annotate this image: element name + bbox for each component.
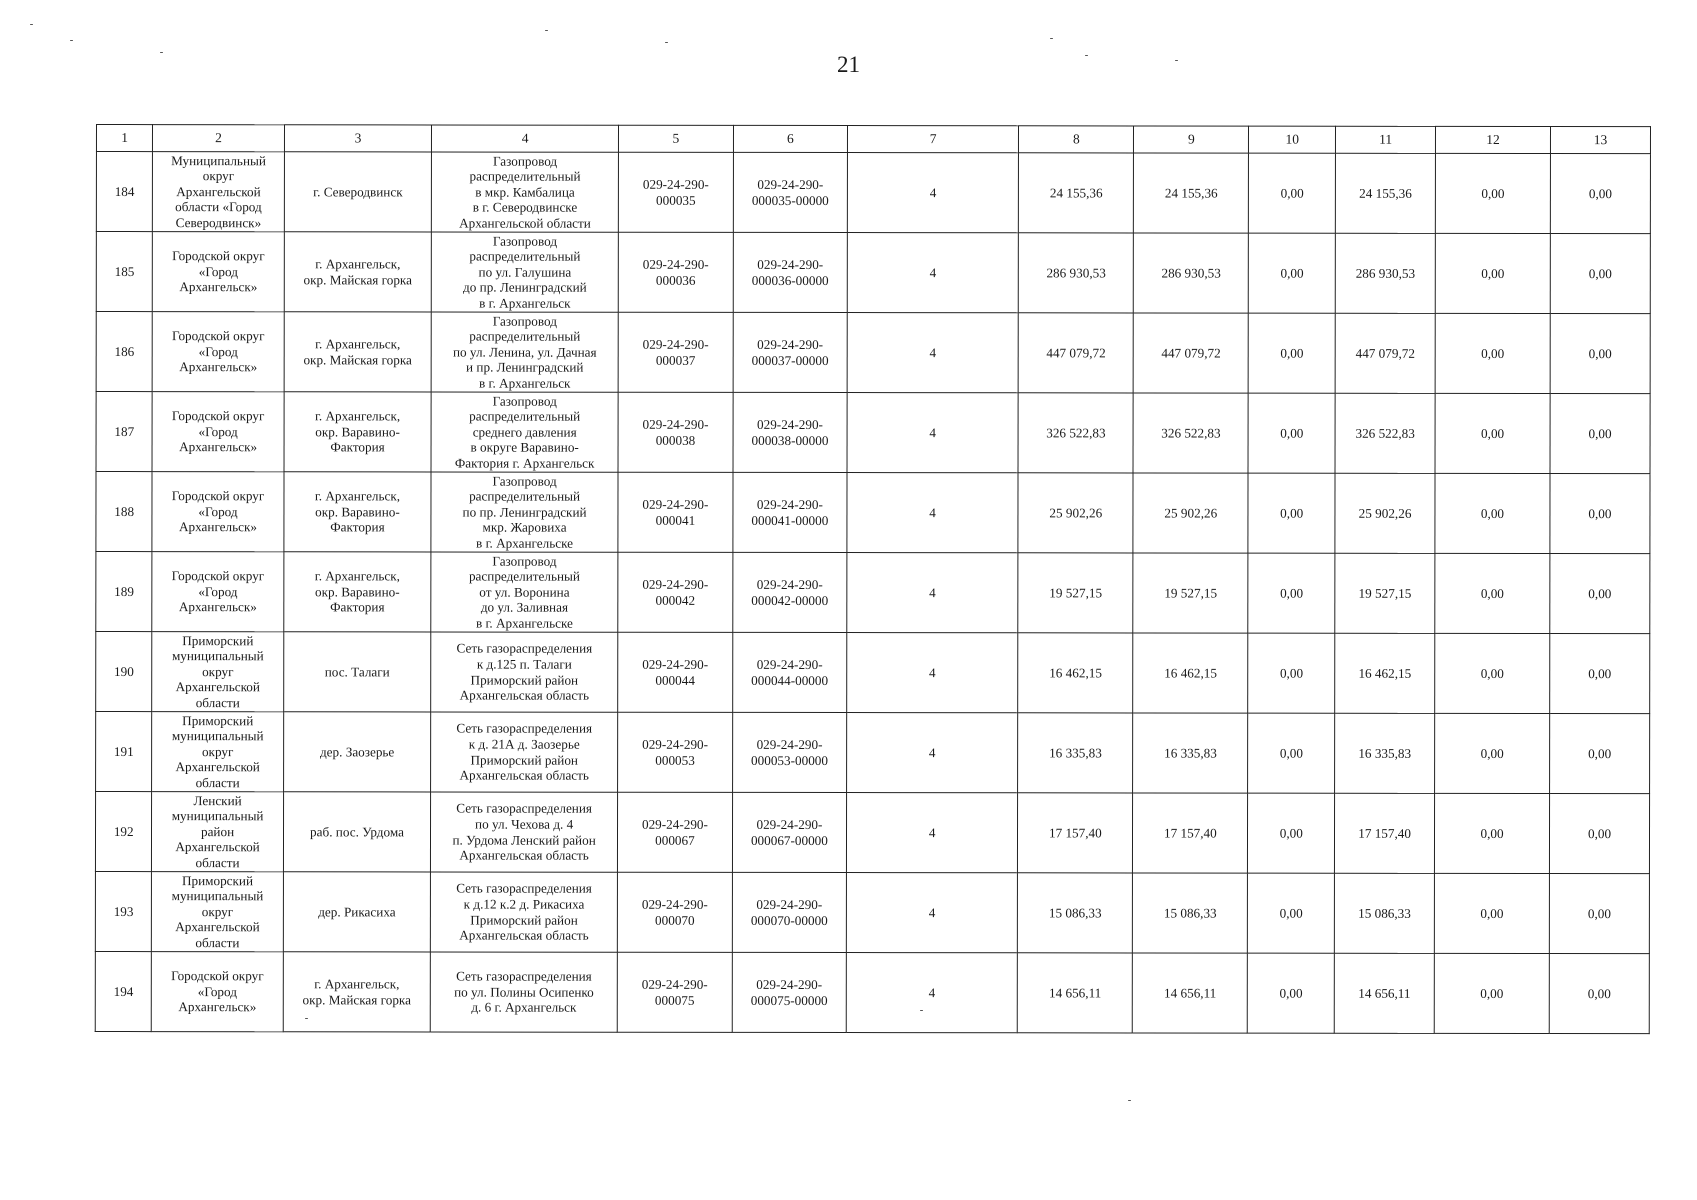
owner-municipality-cell: Городской округ «Город Архангельск» — [153, 312, 284, 392]
value-col-13-cell: 0,00 — [1550, 554, 1650, 634]
value-col-10-cell: 0,00 — [1248, 873, 1335, 953]
cadastral-number-cell: 029-24-290- 000041 — [618, 472, 733, 552]
column-number: 1 — [96, 125, 152, 152]
table-row — [96, 712, 1650, 794]
cadastral-number-cell: 029-24-290- 000042 — [618, 552, 733, 632]
value-col-11-cell: 16 335,83 — [1335, 713, 1435, 793]
object-number-cell: 029-24-290- 000041-00000 — [733, 472, 847, 552]
owner-municipality-cell: Приморский муниципальный округ Архангельской области — [152, 872, 283, 952]
object-name-cell: Газопровод распределительный по ул. Ленина, ул. Дачная и пр. Ленинградский в г. Архангельск — [431, 312, 618, 392]
value-col-12-cell: 0,00 — [1434, 793, 1549, 873]
value-col-11-cell: 19 527,15 — [1335, 553, 1435, 633]
value-col-10-cell: 0,00 — [1248, 473, 1335, 553]
cadastral-number-cell: 029-24-290- 000053 — [618, 712, 733, 792]
value-col-8-cell: 326 522,83 — [1018, 393, 1133, 473]
column-number: 7 — [847, 126, 1018, 153]
cadastral-number-cell: 029-24-290- 000067 — [617, 792, 732, 872]
location-cell: дер. Заозерье — [283, 712, 431, 792]
table-row — [96, 312, 1650, 394]
value-col-9-cell: 286 930,53 — [1134, 233, 1249, 313]
column-number: 11 — [1336, 126, 1436, 153]
value-col-8-cell: 16 462,15 — [1018, 633, 1133, 713]
value-col-12-cell: 0,00 — [1435, 713, 1550, 793]
location-cell: г. Архангельск, окр. Майская горка — [284, 312, 432, 392]
value-col-13-cell: 0,00 — [1550, 634, 1650, 714]
value-col-13-cell: 0,00 — [1550, 154, 1650, 234]
object-number-cell: 029-24-290- 000037-00000 — [733, 312, 847, 392]
row-number-cell: 193 — [95, 872, 152, 952]
table-row — [96, 632, 1650, 714]
column-number-row — [96, 125, 1650, 154]
value-col-10-cell: 0,00 — [1248, 633, 1335, 713]
table-row — [96, 392, 1650, 474]
value-col-8-cell: 17 157,40 — [1018, 793, 1133, 873]
page-number: 21 — [837, 52, 860, 77]
row-number-cell: 184 — [96, 152, 153, 232]
object-name-cell: Сеть газораспределения по ул. Полины Осипенко д. 6 г. Архангельск — [431, 952, 618, 1032]
owner-municipality-cell: Муниципальный округ Архангельской области «Город Северодвинск» — [153, 152, 284, 232]
value-col-11-cell: 14 656,11 — [1334, 953, 1434, 1033]
object-name-cell: Сеть газораспределения к д. 21А д. Заозерье Приморский район Архангельская область — [431, 712, 618, 792]
category-cell: 4 — [847, 393, 1019, 473]
value-col-11-cell: 286 930,53 — [1335, 233, 1435, 313]
value-col-9-cell: 16 335,83 — [1133, 713, 1248, 793]
category-cell: 4 — [846, 953, 1018, 1033]
owner-municipality-cell: Городской округ «Город Архангельск» — [152, 552, 283, 632]
object-name-cell: Газопровод распределительный от ул. Воронина до ул. Заливная в г. Архангельске — [431, 552, 618, 632]
category-cell: 4 — [847, 473, 1019, 553]
location-cell: пос. Талаги — [283, 632, 431, 712]
value-col-13-cell: 0,00 — [1549, 794, 1649, 874]
location-cell: г. Архангельск, окр. Майская горка — [284, 232, 432, 312]
cadastral-number-cell: 029-24-290- 000044 — [618, 632, 733, 712]
value-col-10-cell: 0,00 — [1249, 313, 1336, 393]
location-cell: г. Архангельск, окр. Варавино- Фактория — [284, 392, 432, 472]
location-cell: г. Северодвинск — [284, 152, 432, 232]
value-col-12-cell: 0,00 — [1434, 953, 1549, 1033]
value-col-10-cell: 0,00 — [1248, 953, 1335, 1033]
value-col-10-cell: 0,00 — [1248, 553, 1335, 633]
value-col-9-cell: 16 462,15 — [1133, 633, 1248, 713]
cadastral-number-cell: 029-24-290- 000036 — [618, 232, 733, 312]
value-col-10-cell: 0,00 — [1248, 713, 1335, 793]
row-number-cell: 190 — [96, 632, 153, 712]
object-name-cell: Сеть газораспределения к д.12 к.2 д. Рикасиха Приморский район Архангельская область — [431, 872, 618, 952]
owner-municipality-cell: Городской округ «Город Архангельск» — [152, 392, 283, 472]
column-number: 13 — [1550, 127, 1650, 154]
table-row — [96, 232, 1650, 314]
value-col-8-cell: 19 527,15 — [1018, 553, 1133, 633]
category-cell: 4 — [847, 313, 1019, 393]
value-col-11-cell: 24 155,36 — [1336, 153, 1436, 233]
column-number: 12 — [1435, 126, 1550, 153]
value-col-8-cell: 16 335,83 — [1018, 713, 1133, 793]
object-number-cell: 029-24-290- 000053-00000 — [733, 712, 847, 792]
value-col-11-cell: 25 902,26 — [1335, 473, 1435, 553]
value-col-9-cell: 447 079,72 — [1133, 313, 1248, 393]
value-col-9-cell: 24 155,36 — [1134, 153, 1249, 233]
column-number: 6 — [733, 125, 847, 152]
row-number-cell: 192 — [95, 792, 152, 872]
row-number-cell: 194 — [95, 951, 152, 1031]
row-number-cell: 191 — [96, 712, 153, 792]
cadastral-number-cell: 029-24-290- 000035 — [618, 152, 733, 232]
value-col-12-cell: 0,00 — [1435, 393, 1550, 473]
owner-municipality-cell: Городской округ «Город Архангельск» — [152, 472, 283, 552]
table-row — [95, 951, 1649, 1033]
register-table — [95, 124, 1651, 1034]
value-col-9-cell: 14 656,11 — [1133, 953, 1248, 1033]
object-name-cell: Газопровод распределительный среднего давления в округе Варавино- Фактория г. Архангельск — [431, 392, 618, 472]
object-name-cell: Газопровод распределительный в мкр. Камбалица в г. Северодвинске Архангельской области — [432, 152, 619, 232]
value-col-13-cell: 0,00 — [1550, 714, 1650, 794]
value-col-13-cell: 0,00 — [1550, 234, 1650, 314]
cadastral-number-cell: 029-24-290- 000075 — [617, 952, 732, 1032]
category-cell: 4 — [847, 153, 1019, 233]
category-cell: 4 — [847, 553, 1019, 633]
owner-municipality-cell: Городской округ «Город Архангельск» — [152, 952, 283, 1032]
value-col-9-cell: 326 522,83 — [1133, 393, 1248, 473]
column-number: 8 — [1019, 126, 1134, 153]
cadastral-number-cell: 029-24-290- 000038 — [618, 392, 733, 472]
object-name-cell: Сеть газораспределения по ул. Чехова д. 4 п. Урдома Ленский район Архангельская область — [431, 792, 618, 872]
value-col-11-cell: 326 522,83 — [1335, 393, 1435, 473]
object-number-cell: 029-24-290- 000067-00000 — [732, 792, 846, 872]
owner-municipality-cell: Ленский муниципальный район Архангельской области — [152, 792, 283, 872]
value-col-10-cell: 0,00 — [1248, 393, 1335, 473]
value-col-11-cell: 447 079,72 — [1335, 313, 1435, 393]
value-col-8-cell: 14 656,11 — [1018, 953, 1133, 1033]
location-cell: раб. пос. Урдома — [283, 792, 431, 872]
value-col-8-cell: 286 930,53 — [1019, 233, 1134, 313]
row-number-cell: 189 — [96, 552, 153, 632]
row-number-cell: 187 — [96, 392, 153, 472]
value-col-8-cell: 25 902,26 — [1018, 473, 1133, 553]
table-row — [95, 872, 1649, 954]
owner-municipality-cell: Приморский муниципальный округ Архангельской области — [152, 632, 283, 712]
object-name-cell: Газопровод распределительный по пр. Ленинградский мкр. Жаровиха в г. Архангельске — [431, 472, 618, 552]
table-row — [96, 472, 1650, 554]
object-name-cell: Сеть газораспределения к д.125 п. Талаги Приморский район Архангельская область — [431, 632, 618, 712]
location-cell: дер. Рикасиха — [283, 872, 431, 952]
column-number: 3 — [284, 125, 432, 152]
value-col-8-cell: 15 086,33 — [1018, 873, 1133, 953]
value-col-9-cell: 17 157,40 — [1133, 793, 1248, 873]
value-col-10-cell: 0,00 — [1249, 233, 1336, 313]
value-col-9-cell: 25 902,26 — [1133, 473, 1248, 553]
value-col-12-cell: 0,00 — [1435, 553, 1550, 633]
value-col-13-cell: 0,00 — [1549, 954, 1649, 1034]
value-col-12-cell: 0,00 — [1435, 633, 1550, 713]
location-cell: г. Архангельск, окр. Майская горка — [283, 952, 431, 1032]
column-number: 10 — [1249, 126, 1336, 153]
table-row — [95, 792, 1649, 874]
value-col-11-cell: 17 157,40 — [1335, 793, 1435, 873]
object-number-cell: 029-24-290- 000044-00000 — [733, 632, 847, 712]
table-row — [96, 552, 1650, 634]
category-cell: 4 — [846, 713, 1018, 793]
value-col-12-cell: 0,00 — [1434, 873, 1549, 953]
owner-municipality-cell: Городской округ «Город Архангельск» — [153, 232, 284, 312]
cadastral-number-cell: 029-24-290- 000070 — [617, 872, 732, 952]
object-number-cell: 029-24-290- 000038-00000 — [733, 392, 847, 472]
category-cell: 4 — [846, 873, 1018, 953]
value-col-12-cell: 0,00 — [1435, 233, 1550, 313]
row-number-cell: 188 — [96, 472, 153, 552]
value-col-13-cell: 0,00 — [1550, 394, 1650, 474]
category-cell: 4 — [846, 793, 1018, 873]
location-cell: г. Архангельск, окр. Варавино- Фактория — [284, 472, 432, 552]
object-number-cell: 029-24-290- 000035-00000 — [733, 152, 847, 232]
value-col-9-cell: 19 527,15 — [1133, 553, 1248, 633]
register-table-wrapper — [95, 124, 1651, 1034]
owner-municipality-cell: Приморский муниципальный округ Архангельской области — [152, 712, 283, 792]
value-col-13-cell: 0,00 — [1549, 874, 1649, 954]
value-col-12-cell: 0,00 — [1435, 473, 1550, 553]
value-col-8-cell: 447 079,72 — [1018, 313, 1133, 393]
column-number: 4 — [432, 125, 619, 152]
category-cell: 4 — [847, 233, 1019, 313]
table-row — [96, 152, 1650, 234]
object-number-cell: 029-24-290- 000036-00000 — [733, 232, 847, 312]
location-cell: г. Архангельск, окр. Варавино- Фактория — [284, 552, 432, 632]
value-col-10-cell: 0,00 — [1248, 793, 1335, 873]
column-number: 2 — [153, 125, 284, 152]
object-name-cell: Газопровод распределительный по ул. Галушина до пр. Ленинградский в г. Архангельск — [432, 232, 619, 312]
value-col-11-cell: 15 086,33 — [1335, 873, 1435, 953]
value-col-11-cell: 16 462,15 — [1335, 633, 1435, 713]
column-number: 5 — [618, 125, 733, 152]
object-number-cell: 029-24-290- 000042-00000 — [733, 552, 847, 632]
value-col-13-cell: 0,00 — [1550, 314, 1650, 394]
value-col-10-cell: 0,00 — [1249, 153, 1336, 233]
column-number: 9 — [1134, 126, 1249, 153]
row-number-cell: 185 — [96, 232, 153, 312]
value-col-12-cell: 0,00 — [1435, 153, 1550, 233]
value-col-9-cell: 15 086,33 — [1133, 873, 1248, 953]
row-number-cell: 186 — [96, 312, 153, 392]
object-number-cell: 029-24-290- 000075-00000 — [732, 952, 846, 1032]
value-col-12-cell: 0,00 — [1435, 313, 1550, 393]
object-number-cell: 029-24-290- 000070-00000 — [732, 872, 846, 952]
value-col-13-cell: 0,00 — [1550, 474, 1650, 554]
value-col-8-cell: 24 155,36 — [1019, 153, 1134, 233]
category-cell: 4 — [847, 633, 1019, 713]
cadastral-number-cell: 029-24-290- 000037 — [618, 312, 733, 392]
